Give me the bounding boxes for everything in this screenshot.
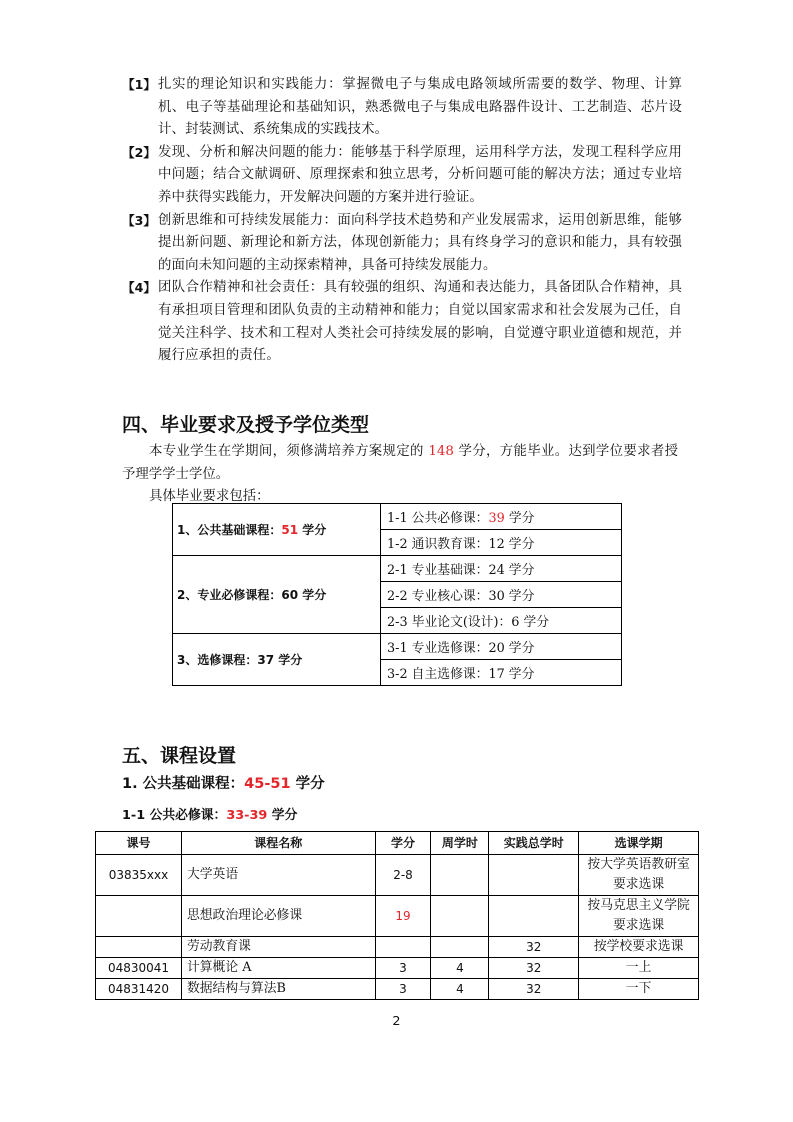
column-header: 选课学期 [579, 832, 699, 855]
course-name: 思想政治理论必修课 [181, 896, 375, 937]
ability-tag: 【4】 [122, 280, 156, 296]
column-header: 周学时 [431, 832, 489, 855]
table-row [96, 979, 699, 1000]
requirement-item: 1-1 公共必修课：39 学分 [381, 504, 622, 530]
ability-item [122, 142, 682, 210]
ability-item [122, 74, 682, 142]
course-hours [431, 855, 489, 896]
category-public-basic: 1、公共基础课程：51 学分 [173, 504, 381, 556]
section-4-title: 四、毕业要求及授予学位类型 [122, 414, 370, 436]
requirement-item: 2-1 专业基础课：24 学分 [381, 556, 622, 582]
ability-tag: 【3】 [122, 212, 156, 228]
category-major-required: 2、专业必修课程：60 学分 [173, 556, 381, 634]
course-credit [375, 937, 431, 958]
table-row [96, 855, 699, 896]
column-header: 实践总学时 [489, 832, 579, 855]
course-practice [489, 896, 579, 937]
ability-text: 发现、分析和解决问题的能力：能够基于科学原理，运用科学方法，发现工程科学应用中问题；结合文献调研、原理探索和独立思考，分析问题可能的解决方法；通过专业培养中获得实践能力，开发解决问题的方案并进行验证。 [158, 144, 682, 205]
course-credit: 3 [375, 979, 431, 1000]
requirement-item: 2-2 专业核心课：30 学分 [381, 582, 622, 608]
course-code: 03835xxx [96, 855, 182, 896]
course-credit: 19 [375, 896, 431, 937]
ability-list [122, 74, 682, 368]
course-code: 04830041 [96, 958, 182, 979]
page-number: 2 [392, 1014, 401, 1029]
table-row [96, 896, 699, 937]
course-code [96, 896, 182, 937]
requirement-item: 3-2 自主选修课：17 学分 [381, 660, 622, 686]
category-electives: 3、选修课程：37 学分 [173, 634, 381, 686]
table-row [173, 556, 622, 582]
section-5-title: 五、课程设置 [122, 745, 237, 767]
table-row [96, 937, 699, 958]
column-header: 课程名称 [181, 832, 375, 855]
course-practice: 32 [489, 937, 579, 958]
ability-text: 扎实的理论知识和实践能力：掌握微电子与集成电路领域所需要的数学、物理、计算机、电子等基础理论和基础知识，熟悉微电子与集成电路器件设计、工艺制造、芯片设计、封装测试、系统集成的实践技术。 [158, 77, 682, 138]
ability-text: 团队合作精神和社会责任：具有较强的组织、沟通和表达能力，具备团队合作精神，具有承担项目管理和团队负责的主动精神和能力；自觉以国家需求和社会发展为己任，自觉关注科学、技术和工程对人类社会可持续发展的影响，自觉遵守职业道德和规范，并履行应承担的责任。 [158, 280, 682, 364]
graduation-paragraph [122, 440, 678, 486]
course-name: 数据结构与算法B [181, 979, 375, 1000]
column-header: 学分 [375, 832, 431, 855]
ability-item [122, 210, 682, 278]
course-term: 一上 [579, 958, 699, 979]
course-hours: 4 [431, 979, 489, 1000]
total-credits: 148 [428, 444, 454, 459]
requirement-item: 2-3 毕业论文(设计)：6 学分 [381, 608, 622, 634]
course-name: 劳动教育课 [181, 937, 375, 958]
course-code [96, 937, 182, 958]
public-required-credits: 39 [488, 511, 505, 526]
ability-tag: 【1】 [122, 77, 156, 92]
course-code: 04831420 [96, 979, 182, 1000]
graduation-text-post: 学分，方能毕业。达到学位要求者授予理学学士学位。 [122, 444, 679, 482]
subsection-public-basic: 1. 公共基础课程：45-51 学分 [122, 776, 325, 792]
course-credit: 2-8 [375, 855, 431, 896]
course-term: 一下 [579, 979, 699, 1000]
graduation-text-pre: 本专业学生在学期间，须修满培养方案规定的 [149, 444, 424, 459]
course-term: 按大学英语教研室要求选课 [579, 855, 699, 896]
table-row [173, 504, 622, 530]
course-hours [431, 937, 489, 958]
requirements-intro: 具体毕业要求包括： [149, 489, 270, 504]
table-header-row [96, 832, 699, 855]
table-row [96, 958, 699, 979]
ability-tag: 【2】 [122, 144, 156, 160]
column-header: 课号 [96, 832, 182, 855]
requirements-table [172, 503, 622, 686]
subsection-public-required: 1-1 公共必修课：33-39 学分 [122, 808, 298, 823]
table-row [173, 634, 622, 660]
course-term: 按马克思主义学院要求选课 [579, 896, 699, 937]
course-practice [489, 855, 579, 896]
course-credit: 3 [375, 958, 431, 979]
course-practice: 32 [489, 958, 579, 979]
public-basic-range: 45-51 [244, 776, 291, 792]
course-name: 计算概论 A [181, 958, 375, 979]
course-hours: 4 [431, 958, 489, 979]
ability-item [122, 277, 682, 367]
course-name: 大学英语 [181, 855, 375, 896]
requirement-item: 3-1 专业选修课：20 学分 [381, 634, 622, 660]
requirement-item: 1-2 通识教育课：12 学分 [381, 530, 622, 556]
course-hours [431, 896, 489, 937]
course-table [95, 831, 699, 1000]
public-basic-credits: 51 [281, 523, 299, 537]
public-required-range: 33-39 [226, 808, 268, 823]
course-term: 按学校要求选课 [579, 937, 699, 958]
course-practice: 32 [489, 979, 579, 1000]
ability-text: 创新思维和可持续发展能力：面向科学技术趋势和产业发展需求，运用创新思维，能够提出新问题、新理论和新方法，体现创新能力；具有终身学习的意识和能力，具有较强的面向未知问题的主动探索精神，具备可持续发展能力。 [158, 212, 682, 273]
